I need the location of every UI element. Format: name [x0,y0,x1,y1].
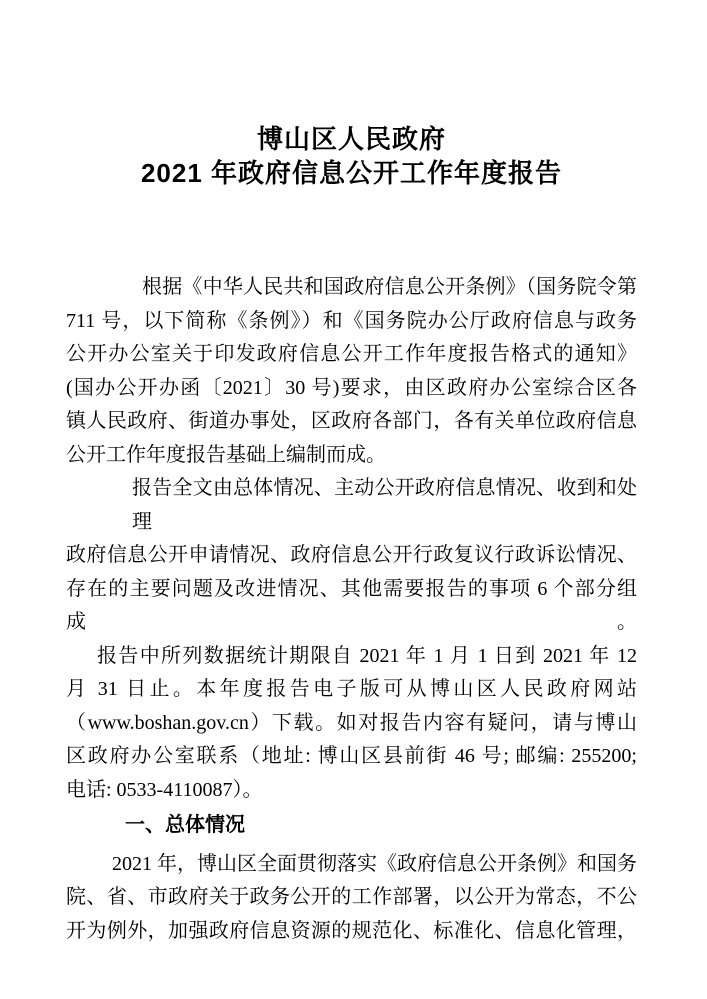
title-line-2: 2021 年政府信息公开工作年度报告 [140,158,563,188]
body-line: （www.boshan.gov.cn）下载。如对报告内容有疑问，请与博山 [66,711,637,734]
body-line: (国办公开办函〔2021〕30 号)要求，由区政府办公室综合区各 [66,376,637,399]
body-line: 开为例外，加强政府信息资源的规范化、标准化、信息化管理， [66,919,637,942]
body-line: 存在的主要问题及改进情况、其他需要报告的事项 6 个部分组成。 [66,577,637,633]
paragraph-basis [66,271,637,472]
body-line: 报告中所列数据统计期限自 2021 年 1 月 1 日到 2021 年 12 [97,644,637,667]
body-line: 区政府办公室联系（地址: 博山区县前街 46 号; 邮编: 255200; [66,745,637,767]
body-line: 报告全文由总体情况、主动公开政府信息情况、收到和处理 [132,477,637,533]
title-line-1: 博山区人民政府 [256,124,446,154]
paragraph-overview [66,848,637,949]
body-line: 电话: 0533-4110087）。 [66,778,263,801]
body-line: 2021 年，博山区全面贯彻落实《政府信息公开条例》和国务 [112,852,637,875]
body-line: 政府信息公开申请情况、政府信息公开行政复议行政诉讼情况、 [66,544,637,566]
body-line: 月 31 日止。本年度报告电子版可从博山区人民政府网站 [66,678,637,700]
body-line: 公开工作年度报告基础上编制而成。 [66,443,386,466]
document-body [66,271,637,948]
document-title [66,122,637,190]
paragraph-structure [66,472,637,640]
section-heading-overview: 一、总体情况 [125,814,245,836]
body-line: 711 号，以下简称《条例》）和《国务院办公厅政府信息与政务 [66,309,637,332]
body-line: 镇人民政府、街道办事处，区政府各部门，各有关单位政府信息 [66,410,637,432]
body-line: 根据《中华人民共和国政府信息公开条例》（国务院令第 [142,276,637,298]
paragraph-period-contact [66,640,637,808]
body-line: 公开办公室关于印发政府信息公开工作年度报告格式的通知》 [66,343,637,365]
body-line: 院、省、市政府关于政务公开的工作部署，以公开为常态，不公 [66,886,637,908]
